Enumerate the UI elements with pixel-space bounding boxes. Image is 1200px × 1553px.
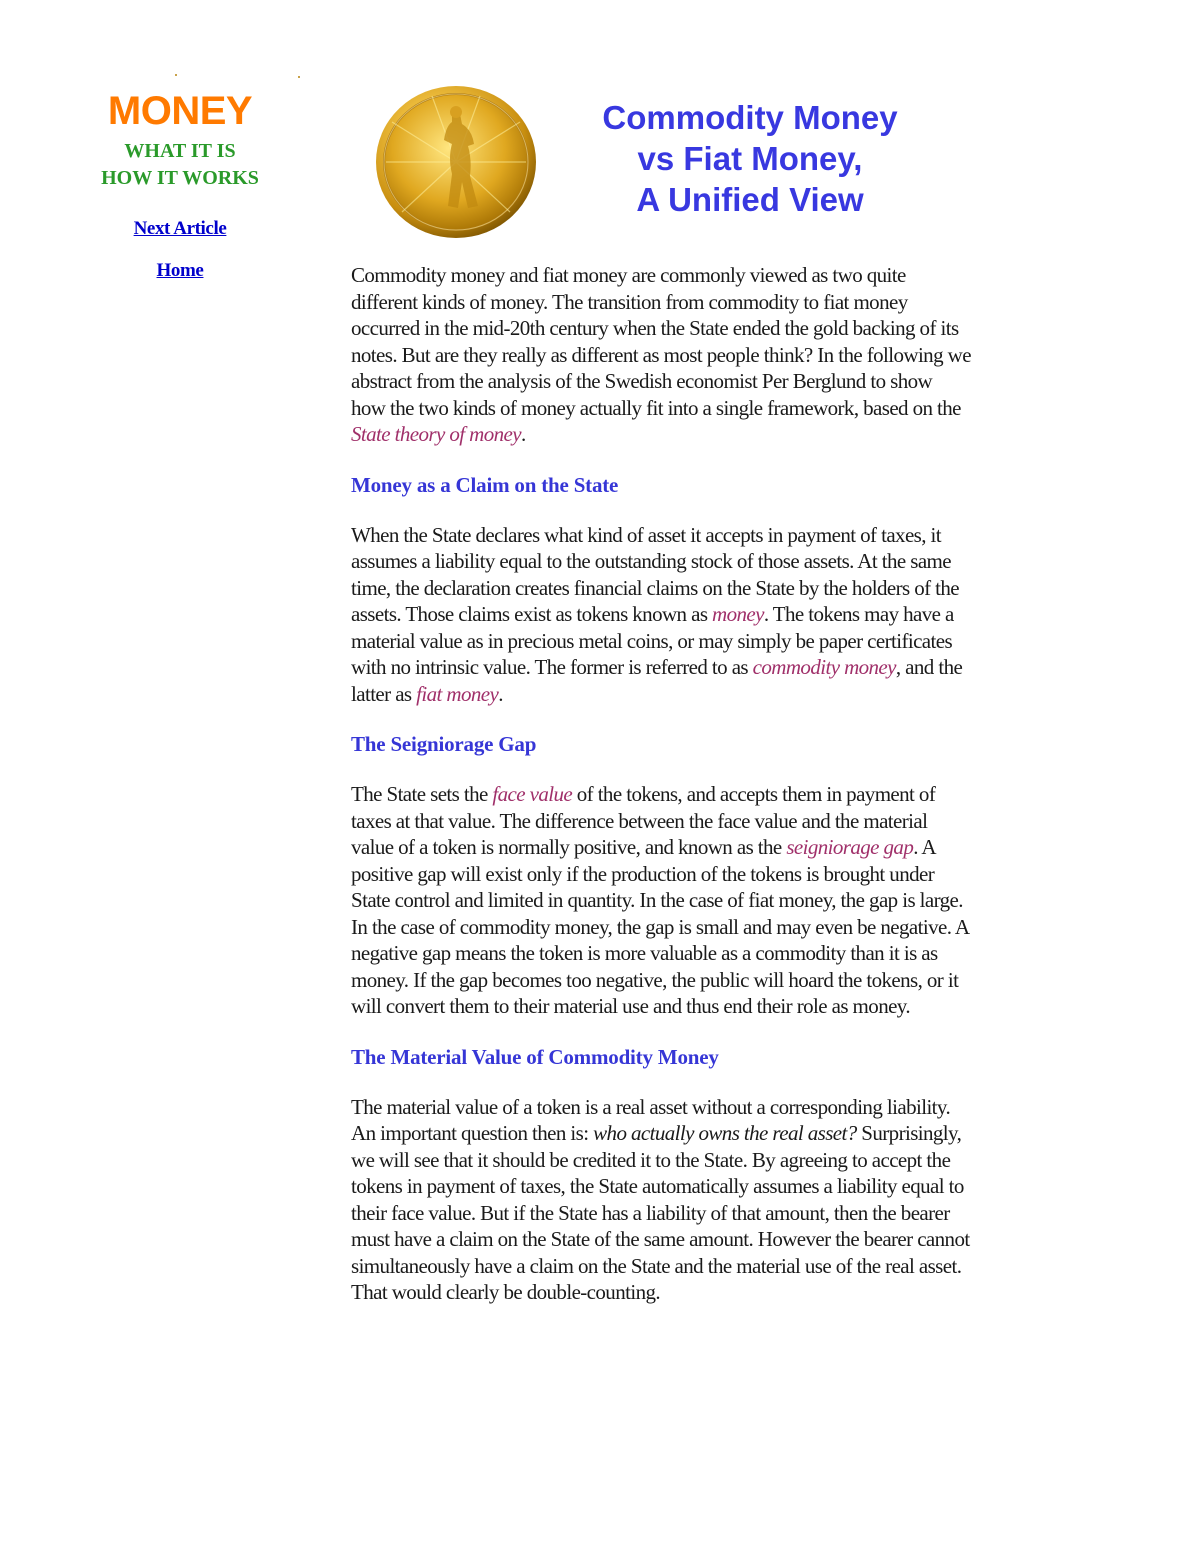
term-commodity-money: commodity money [752, 655, 896, 679]
site-logo: MONEY [107, 89, 253, 133]
paragraph-text: The State sets the [351, 782, 493, 806]
gold-coin-image [372, 82, 540, 240]
sidebar [60, 80, 300, 282]
section-heading-material-value: The Material Value of Commodity Money [351, 1044, 719, 1069]
section2-paragraph [351, 781, 971, 1020]
paragraph-text: When the State declares what kind of asset it accepts in payment of taxes, it assumes a liability equal to the outstanding stock of those assets. At the same time, the declaration creates financial claims on the State by the holders of the assets. Those claims exist as tokens known as [351, 522, 959, 626]
site-subtitle-line2: HOW IT WORKS [101, 167, 259, 189]
paragraph-text: . The tokens may have a material value as in precious metal coins, or may simply be paper certificates with no intrinsic value. The former is referred to as [351, 602, 954, 679]
term-seigniorage-gap: seigniorage gap [786, 835, 914, 859]
section1-paragraph [351, 522, 971, 708]
italic-question: who actually owns the real asset? [593, 1121, 857, 1145]
page-title [560, 97, 940, 220]
page-title-line3: A Unified View [636, 181, 864, 218]
paragraph-text: of the tokens, and accepts them in payment of taxes at that value. The difference between the face value and the material value of a token is normally positive, and known as the [351, 782, 936, 859]
paragraph-text: , and the latter as [351, 655, 963, 706]
decorative-dot [175, 74, 177, 76]
page-title-line1: Commodity Money [602, 99, 898, 136]
section3-paragraph [351, 1094, 971, 1306]
paragraph-text: . A positive gap will exist only if the production of the tokens is brought under State control and limited in quantity. In the case of fiat money, the gap is large. In the case of commodity money, the gap is small and may even be negative. A negative gap means the token is more valuable as a commodity than it is as money. If the gap becomes too negative, the public will hoard the tokens, or it will convert them to their material use and thus end their role as money. [351, 835, 969, 1018]
decorative-dot [298, 76, 300, 78]
term-state-theory-link: State theory of money [351, 422, 521, 446]
section-heading-seigniorage-gap: The Seigniorage Gap [351, 732, 537, 756]
section-heading-claim-on-state: Money as a Claim on the State [351, 472, 619, 497]
paragraph-text: Commodity money and fiat money are commonly viewed as two quite different kinds of money. The transition from commodity to fiat money occurred in the mid-20th century when the State ended the gold backing of its notes. But are they really as different as most people think? In the following we abstract from the analysis of the Swedish economist Per Berglund to show how the two kinds of money actually fit into a single framework, based on the [351, 263, 971, 420]
intro-paragraph [351, 262, 971, 448]
paragraph-text: Surprisingly, we will see that it should be credited it to the State. By agreeing to accept the tokens in payment of taxes, the State automatically assumes a liability equal to their face value. But if the State has a liability of that amount, then the bearer must have a claim on the State of the same amount. However the bearer cannot simultaneously have a claim on the State and the material use of the real asset. That would clearly be double-counting. [351, 1121, 970, 1304]
paragraph-text: The material value of a token is a real asset without a corresponding liability. An important question then is: [351, 1094, 951, 1145]
term-face-value: face value [492, 782, 573, 806]
home-link[interactable]: Home [156, 260, 204, 281]
paragraph-text: . [520, 422, 526, 446]
page-title-line2: vs Fiat Money, [637, 140, 863, 177]
paragraph-text: . [498, 681, 503, 706]
next-article-link[interactable]: Next Article [133, 218, 227, 239]
term-money: money [712, 602, 764, 626]
site-subtitle-line1: WHAT IT IS [124, 140, 236, 162]
article-body [351, 262, 971, 1330]
term-fiat-money: fiat money [416, 681, 499, 706]
